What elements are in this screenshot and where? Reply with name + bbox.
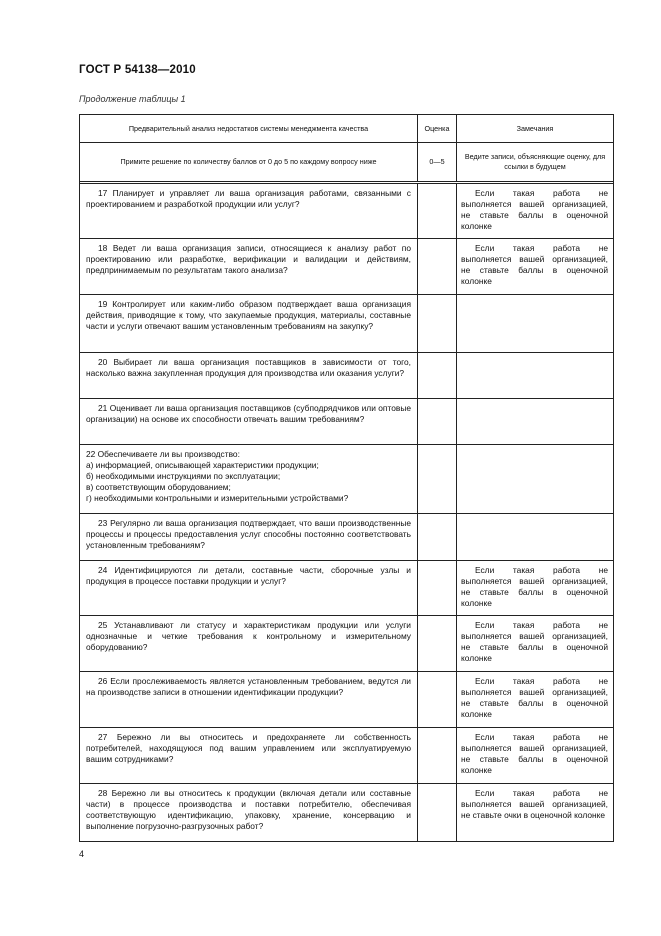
score-cell [418,239,457,294]
score-cell [418,672,457,727]
remark-cell: Если такая работа не выполняется вашей организацией, не ставьте баллы в оценочной колонке [461,620,608,663]
remark-cell [457,399,613,444]
remark-cell [457,295,613,352]
table-row [80,239,613,295]
table-continuation-label: Продолжение таблицы 1 [79,94,186,104]
question-cell: 22 Обеспечиваете ли вы производство: а) информацией, описывающей характеристики продукции; б) необходимыми инструкциями по эксплуатации; в) соответствующим оборудованием; г) необходимыми контрольными и измерительными устройствами? [80,445,418,513]
question-cell: 25 Устанавливают ли статусу и характеристикам продукции или услуги однозначные и четкие требования к контрольному и измерительному оборудованию? [80,616,418,671]
header-score: Оценка [418,115,457,142]
remark-cell: Если такая работа не выполняется вашей организацией, не ставьте баллы в оценочной колонке [461,676,608,719]
score-cell [418,784,457,841]
remark-cell [457,445,613,513]
score-cell [418,514,457,560]
remark-cell: Если такая работа не выполняется вашей организацией, не ставьте баллы в оценочной колонке [461,188,608,231]
remark-cell: Если такая работа не выполняется вашей организацией, не ставьте баллы в оценочной колонке [461,732,608,775]
score-cell [418,353,457,398]
table-row [80,184,613,239]
table-row [80,616,613,672]
subheader-score-range: 0—5 [418,143,457,181]
remark-cell [457,514,613,560]
question-cell: 19 Контролирует или каким-либо образом подтверждает ваша организация действия, приводящие к тому, что закупаемые продукция, материалы, составные части и услуги отвечают вашим установленным требованиям на закупку? [80,295,418,352]
score-cell [418,295,457,352]
score-cell [418,184,457,238]
table-subheader-row [80,143,613,181]
table-header-row [80,115,613,143]
table-row [80,728,613,784]
question-cell: 27 Бережно ли вы относитесь и предохраняете ли собственность потребителей, находящуюся под вашим управлением или эксплуатируемую вашим сотрудниками? [80,728,418,783]
remark-cell: Если такая работа не выполняется вашей организацией, не ставьте баллы в оценочной колонке [461,243,608,286]
table-row [80,561,613,616]
table-row [80,445,613,514]
document-id: ГОСТ Р 54138—2010 [79,64,196,76]
subheader-remarks-hint: Ведите записи, объясняющие оценку, для ссылки в будущем [464,152,606,171]
remark-cell: Если такая работа не выполняется вашей организацией, не ставьте баллы в оценочной колонке [461,565,608,608]
question-cell: 24 Идентифицируются ли детали, составные части, сборочные узлы и продукция в процессе поставки продукции и услуг? [80,561,418,615]
question-cell: 18 Ведет ли ваша организация записи, относящиеся к анализу работ по проектированию или разработке, верификации и валидации и действиям, предпринимаемым по результатам такого анализа? [80,239,418,294]
question-cell: 17 Планирует и управляет ли ваша организация работами, связанными с проектированием и разработкой продукции или услуг? [80,184,418,238]
score-cell [418,728,457,783]
score-cell [418,616,457,671]
question-cell: 28 Бережно ли вы относитесь к продукции (включая детали или составные части) в процессе производства и поставки потребителю, обеспечивая соответствующую идентификацию, упаковку, хранение, консервацию и выполнение погрузочно-разгрузочных работ? [80,784,418,841]
table-row [80,295,613,353]
score-cell [418,445,457,513]
remark-cell: Если такая работа не выполняется вашей организацией, не ставьте очки в оценочной колонке [461,788,608,820]
question-cell: 26 Если прослеживаемость является установленным требованием, ведутся ли на производстве записи в отношении идентификации продукции? [80,672,418,727]
question-cell: 21 Оценивает ли ваша организация поставщиков (субподрядчиков или оптовые организации) на основе их способности отвечать вашим требованиям? [80,399,418,444]
table-row [80,672,613,728]
score-cell [418,561,457,615]
question-cell: 23 Регулярно ли ваша организация подтверждает, что ваши производственные процессы и процессы предоставления услуг способны постоянно соответствовать установленным требованиям? [80,514,418,560]
table-row [80,399,613,445]
header-remarks: Замечания [516,123,554,133]
remark-cell [457,353,613,398]
table-row [80,514,613,561]
header-analysis: Предварительный анализ недостатков системы менеджмента качества [80,115,418,142]
table-row [80,784,613,841]
quality-assessment-table [79,114,614,842]
table-row [80,353,613,399]
question-cell: 20 Выбирает ли ваша организация поставщиков в зависимости от того, насколько важна закупленная продукция для производства или оказания услуги? [80,353,418,398]
subheader-instruction: Примите решение по количеству баллов от 0 до 5 по каждому вопросу ниже [80,143,418,181]
score-cell [418,399,457,444]
page-number: 4 [79,849,85,859]
